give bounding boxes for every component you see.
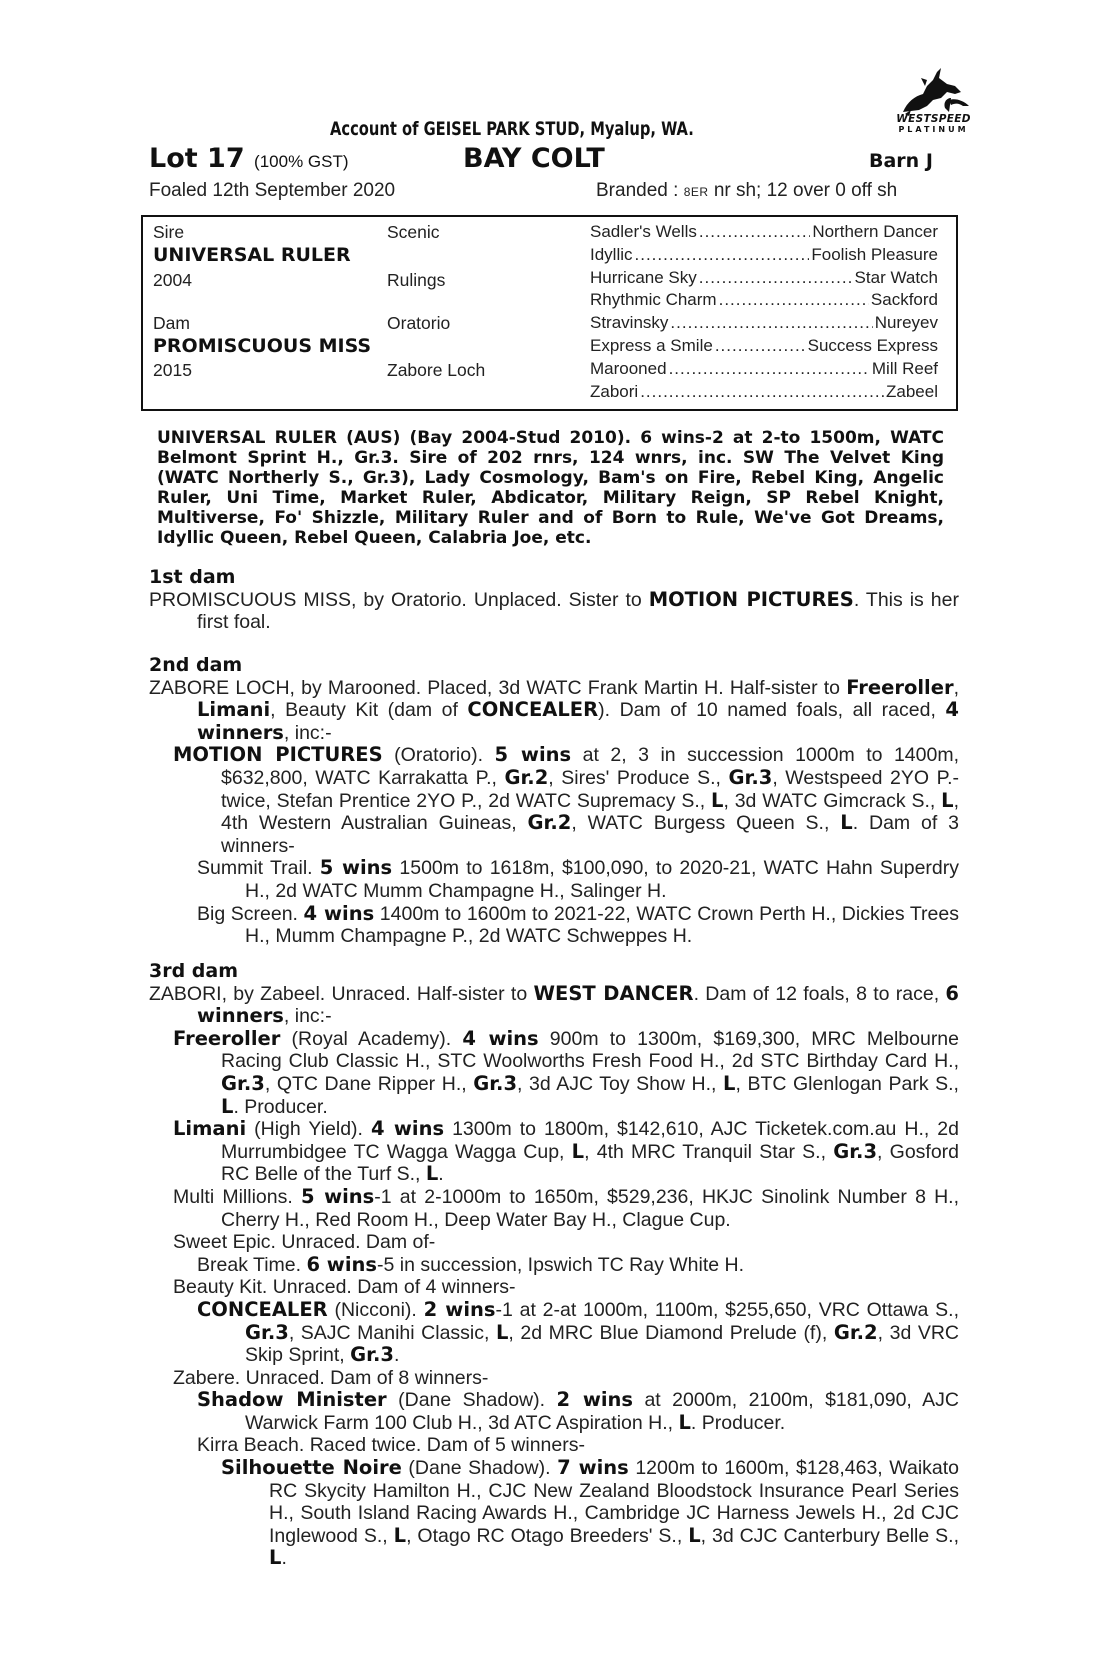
bold-run: L bbox=[678, 1410, 691, 1434]
text-run: , Westspeed 2YO P.-twice, Stefan Prentice 2YO P., 2d WATC Supremacy S., bbox=[221, 766, 959, 812]
text-run: . bbox=[281, 1547, 287, 1570]
first-dam-heading: 1st dam bbox=[149, 566, 236, 588]
bold-run: Gr.3 bbox=[245, 1320, 289, 1344]
text-run: . Dam of 12 foals, 8 to race, bbox=[693, 982, 946, 1005]
text-run: ). Dam of 10 named foals, all raced, bbox=[598, 699, 946, 722]
third-dam-section bbox=[149, 960, 959, 1570]
bold-run: 6 wins bbox=[306, 1252, 377, 1276]
bold-run: WEST DANCER bbox=[533, 981, 694, 1005]
bold-run: L bbox=[711, 788, 724, 812]
bold-run: Freeroller bbox=[173, 1026, 281, 1050]
progeny-entry bbox=[149, 1028, 959, 1118]
progeny-entry bbox=[149, 1254, 959, 1277]
bold-run: 4 winners bbox=[197, 698, 959, 744]
pedigree-table bbox=[141, 215, 958, 411]
text-run: , 4th MRC Tranquil Star S., bbox=[584, 1140, 834, 1163]
bold-run: 4 wins bbox=[303, 901, 375, 925]
text-run: . Producer. bbox=[690, 1411, 786, 1434]
bold-run: L bbox=[425, 1162, 439, 1186]
progeny-entry bbox=[149, 1367, 959, 1390]
bold-run: Gr.3 bbox=[350, 1343, 394, 1367]
bold-run: L bbox=[941, 788, 954, 812]
text-run: Kirra Beach. Raced twice. Dam of 5 winners- bbox=[197, 1434, 585, 1457]
text-run: , 3d AJC Toy Show H., bbox=[517, 1072, 724, 1095]
bold-run: Gr.3 bbox=[728, 765, 773, 789]
bold-run: Gr.2 bbox=[504, 765, 549, 789]
grandparent-row: Marooned ..... Mill Reef bbox=[590, 359, 938, 379]
bold-run: Silhouette Noire bbox=[221, 1456, 402, 1480]
text-run: 1300m to 1800m, $142,610, AJC Ticketek.com.au H., 2d Murrumbidgee TC Wagga Wagga Cup, bbox=[221, 1118, 959, 1163]
bold-run: Limani bbox=[197, 698, 271, 722]
second-dam-section bbox=[149, 654, 959, 948]
text-run: , BTC Glenlogan Park S., bbox=[735, 1072, 959, 1095]
progeny-entry bbox=[149, 1457, 959, 1570]
brand-name: WESTSPEED bbox=[896, 113, 971, 125]
text-run: Sweet Epic. Unraced. Dam of- bbox=[173, 1231, 436, 1254]
text-run: (Oratorio). bbox=[382, 744, 495, 767]
gst-note: (100% GST) bbox=[254, 152, 349, 171]
bold-run: Freeroller bbox=[846, 675, 954, 699]
bold-run: Gr.2 bbox=[527, 811, 572, 835]
bold-run: L bbox=[571, 1139, 585, 1163]
bold-run: L bbox=[393, 1523, 407, 1547]
text-run: , Beauty Kit (dam of bbox=[270, 699, 468, 722]
text-run: , inc:- bbox=[283, 1005, 332, 1028]
grandparent-row: Rhythmic Charm ..... Sackford bbox=[590, 290, 938, 310]
bold-run: L bbox=[221, 1094, 234, 1118]
text-run: , Gosford RC Belle of the Turf S., bbox=[221, 1140, 960, 1186]
text-run: , 4th Western Australian Guineas, bbox=[221, 789, 959, 835]
bold-run: L bbox=[840, 811, 853, 835]
sire-label: Sire bbox=[153, 222, 185, 242]
bold-run: Shadow Minister bbox=[197, 1388, 387, 1412]
grandparent-row: Hurricane Sky ..... Star Watch bbox=[590, 268, 938, 288]
bold-run: Gr.3 bbox=[221, 1071, 265, 1095]
progeny-entry bbox=[149, 857, 959, 902]
barn-label: Barn J bbox=[869, 150, 933, 172]
text-run: . Dam of 3 winners- bbox=[221, 812, 960, 857]
progeny-entry bbox=[149, 1276, 959, 1299]
bold-run: 4 wins bbox=[462, 1026, 539, 1050]
bold-run: 5 wins bbox=[319, 856, 393, 880]
grandparent-row: Stravinsky ..... Nureyev bbox=[590, 313, 938, 333]
third-dam-heading: 3rd dam bbox=[149, 960, 239, 982]
text-run: 1200m to 1600m, $128,463, Waikato RC Skycity Hamilton H., CJC New Zealand Bloodstock Insurance Pearl Series H., South Island Racing Awards H., Cambridge JC Harness Jewels H., 2d CJC Inglewood S., bbox=[269, 1457, 960, 1547]
text-run: ZABORE LOCH, by Marooned. Placed, 3d WATC Frank Martin H. Half-sister to bbox=[149, 676, 847, 699]
bold-run: Gr.3 bbox=[473, 1071, 518, 1095]
vendor-account: Account of GEISEL PARK STUD, Myalup, WA. bbox=[330, 118, 694, 140]
progeny-entry bbox=[149, 1186, 959, 1231]
bold-run: 6 winners bbox=[197, 981, 959, 1028]
progeny-entry bbox=[149, 1299, 959, 1367]
bold-run: Gr.2 bbox=[833, 1320, 878, 1344]
text-run: PROMISCUOUS MISS, by Oratorio. Unplaced. Sister to bbox=[149, 588, 649, 611]
text-run: , 3d VRC Skip Sprint, bbox=[245, 1321, 959, 1367]
bold-run: 4 wins bbox=[370, 1117, 445, 1141]
text-run: Zabere. Unraced. Dam of 8 winners- bbox=[173, 1366, 489, 1389]
text-run: , 3d CJC Canterbury Belle S., bbox=[700, 1524, 959, 1547]
grandparent-row: Express a Smile ..... Success Express bbox=[590, 336, 938, 356]
lot-title: BAY COLT bbox=[463, 143, 605, 174]
bold-run: L bbox=[688, 1523, 701, 1547]
dam-year: 2015 bbox=[153, 360, 192, 380]
text-run: , QTC Dane Ripper H., bbox=[264, 1072, 474, 1095]
text-run: , Sires' Produce S., bbox=[548, 766, 729, 789]
dam-dam: Zabore Loch bbox=[387, 360, 486, 380]
second-dam-heading: 2nd dam bbox=[149, 654, 243, 676]
sire-dam: Rulings bbox=[387, 270, 446, 290]
sire-sire: Scenic bbox=[387, 222, 440, 242]
brand-mark: 8ER bbox=[683, 185, 709, 199]
bold-run: 2 wins bbox=[556, 1388, 634, 1412]
progeny-entry bbox=[149, 744, 959, 857]
text-run: . This is her first foal. bbox=[197, 588, 959, 634]
first-dam-section bbox=[149, 566, 959, 634]
dam-name: PROMISCUOUS MISS bbox=[153, 335, 372, 357]
text-run: , inc:- bbox=[283, 721, 332, 744]
text-run: (Royal Academy). bbox=[280, 1027, 463, 1050]
text-run: -1 at 2-1000m to 1650m, $529,236, HKJC Sinolink Number 8 H., Cherry H., Red Room H., Deep Water Bay H., Clague Cup. bbox=[221, 1185, 960, 1231]
text-run: Break Time. bbox=[197, 1253, 307, 1276]
dam-sire: Oratorio bbox=[387, 313, 451, 333]
text-run: , WATC Burgess Queen S., bbox=[571, 812, 841, 835]
text-run: at 2000m, 2100m, $181,090, AJC Warwick Farm 100 Club H., 3d ATC Aspiration H., bbox=[245, 1389, 960, 1434]
dam-label: Dam bbox=[153, 313, 190, 333]
sire-name: UNIVERSAL RULER bbox=[153, 244, 351, 266]
dam-paragraph bbox=[149, 589, 959, 634]
grandparent-row: Sadler's Wells ..... Northern Dancer bbox=[590, 222, 938, 242]
bold-run: 5 wins bbox=[300, 1184, 375, 1208]
text-run: , Otago RC Otago Breeders' S., bbox=[406, 1524, 689, 1547]
bold-run: CONCEALER bbox=[467, 698, 599, 722]
text-run: (Dane Shadow). bbox=[401, 1457, 558, 1480]
lot-label: Lot 17 bbox=[149, 143, 245, 174]
lot-number bbox=[149, 143, 349, 174]
text-run: 1400m to 1600m to 2021-22, WATC Crown Perth H., Dickies Trees H., Mumm Champagne P., 2d WATC Schweppes H. bbox=[245, 902, 959, 948]
bold-run: 7 wins bbox=[557, 1456, 629, 1480]
text-run: . Producer. bbox=[233, 1095, 328, 1118]
text-run: . bbox=[438, 1163, 444, 1186]
text-run: -5 in succession, Ipswich TC Ray White H. bbox=[377, 1253, 745, 1276]
branded-rest: nr sh; 12 over 0 off sh bbox=[713, 180, 898, 201]
brand-tier: PLATINUM bbox=[898, 125, 969, 134]
bold-run: Gr.3 bbox=[833, 1139, 878, 1163]
bold-run: CONCEALER bbox=[197, 1297, 328, 1321]
text-run: , SAJC Manihi Classic, bbox=[288, 1321, 496, 1344]
text-run: 900m to 1300m, $169,300, MRC Melbourne Racing Club Classic H., STC Woolworths Fresh Food H., 2d STC Birthday Card H., bbox=[221, 1027, 959, 1073]
progeny-entry bbox=[149, 1434, 959, 1457]
text-run: -1 at 2-at 1000m, 1100m, $255,650, VRC Ottawa S., bbox=[495, 1298, 960, 1321]
text-run: at 2, 3 in succession 1000m to 1400m, $632,800, WATC Karrakatta P., bbox=[221, 744, 959, 789]
bold-run: L bbox=[723, 1071, 736, 1095]
text-run: Big Screen. bbox=[197, 902, 304, 925]
text-run: . bbox=[393, 1344, 400, 1367]
text-run: (High Yield). bbox=[246, 1118, 371, 1141]
progeny-entry bbox=[149, 1118, 959, 1186]
progeny-entry bbox=[149, 903, 959, 948]
bold-run: MOTION PICTURES bbox=[648, 587, 854, 611]
text-run: Summit Trail. bbox=[197, 857, 320, 880]
bold-run: L bbox=[495, 1320, 509, 1344]
bold-run: L bbox=[269, 1546, 282, 1570]
dam-paragraph bbox=[149, 677, 959, 745]
text-run: Beauty Kit. Unraced. Dam of 4 winners- bbox=[173, 1276, 516, 1299]
progeny-entry bbox=[149, 1389, 959, 1434]
text-run: , 3d WATC Gimcrack S., bbox=[723, 789, 942, 812]
sire-summary: UNIVERSAL RULER (AUS) (Bay 2004-Stud 2010). 6 wins-2 at 2-to 1500m, WATC Belmont Sprint H., Gr.3. Sire of 202 rnrs, 124 wnrs, inc. SW The Velvet King (WATC Northerly S., Gr.3), Lady Cosmology, Bam's on Fire, Rebel King, Angelic Ruler, Uni Time, Market Ruler, Abdicator, Military Reign, SP Rebel Knight, Multiverse, Fo' Shizzle, Military Ruler and of Born to Rule, We've Got Dreams, Idyllic Queen, Rebel Queen, Calabria Joe, etc. bbox=[157, 428, 944, 548]
foaled-date: Foaled 12th September 2020 bbox=[149, 180, 396, 201]
bold-run: MOTION PICTURES bbox=[173, 743, 383, 767]
text-run: 1500m to 1618m, $100,090, to 2020-21, WATC Hahn Superdry H., 2d WATC Mumm Champagne H., Salinger H. bbox=[245, 857, 960, 902]
grandparent-row: Idyllic ..... Foolish Pleasure bbox=[590, 245, 938, 265]
branded-label: Branded : bbox=[596, 180, 679, 201]
text-run: (Dane Shadow). bbox=[386, 1389, 557, 1412]
bold-run: Limani bbox=[173, 1117, 247, 1141]
branded-info bbox=[596, 180, 897, 202]
text-run: , 2d MRC Blue Diamond Prelude (f), bbox=[508, 1321, 834, 1344]
bold-run: 2 wins bbox=[423, 1297, 496, 1321]
sire-year: 2004 bbox=[153, 270, 192, 290]
text-run: Multi Millions. bbox=[173, 1185, 301, 1208]
dam-paragraph bbox=[149, 983, 959, 1028]
bold-run: 5 wins bbox=[494, 743, 572, 767]
text-run: ZABORI, by Zabeel. Unraced. Half-sister to bbox=[149, 982, 534, 1005]
text-run: (Nicconi). bbox=[327, 1298, 424, 1321]
progeny-entry bbox=[149, 1231, 959, 1254]
grandparent-row: Zabori ..... Zabeel bbox=[590, 382, 938, 402]
text-run: , bbox=[953, 676, 959, 699]
